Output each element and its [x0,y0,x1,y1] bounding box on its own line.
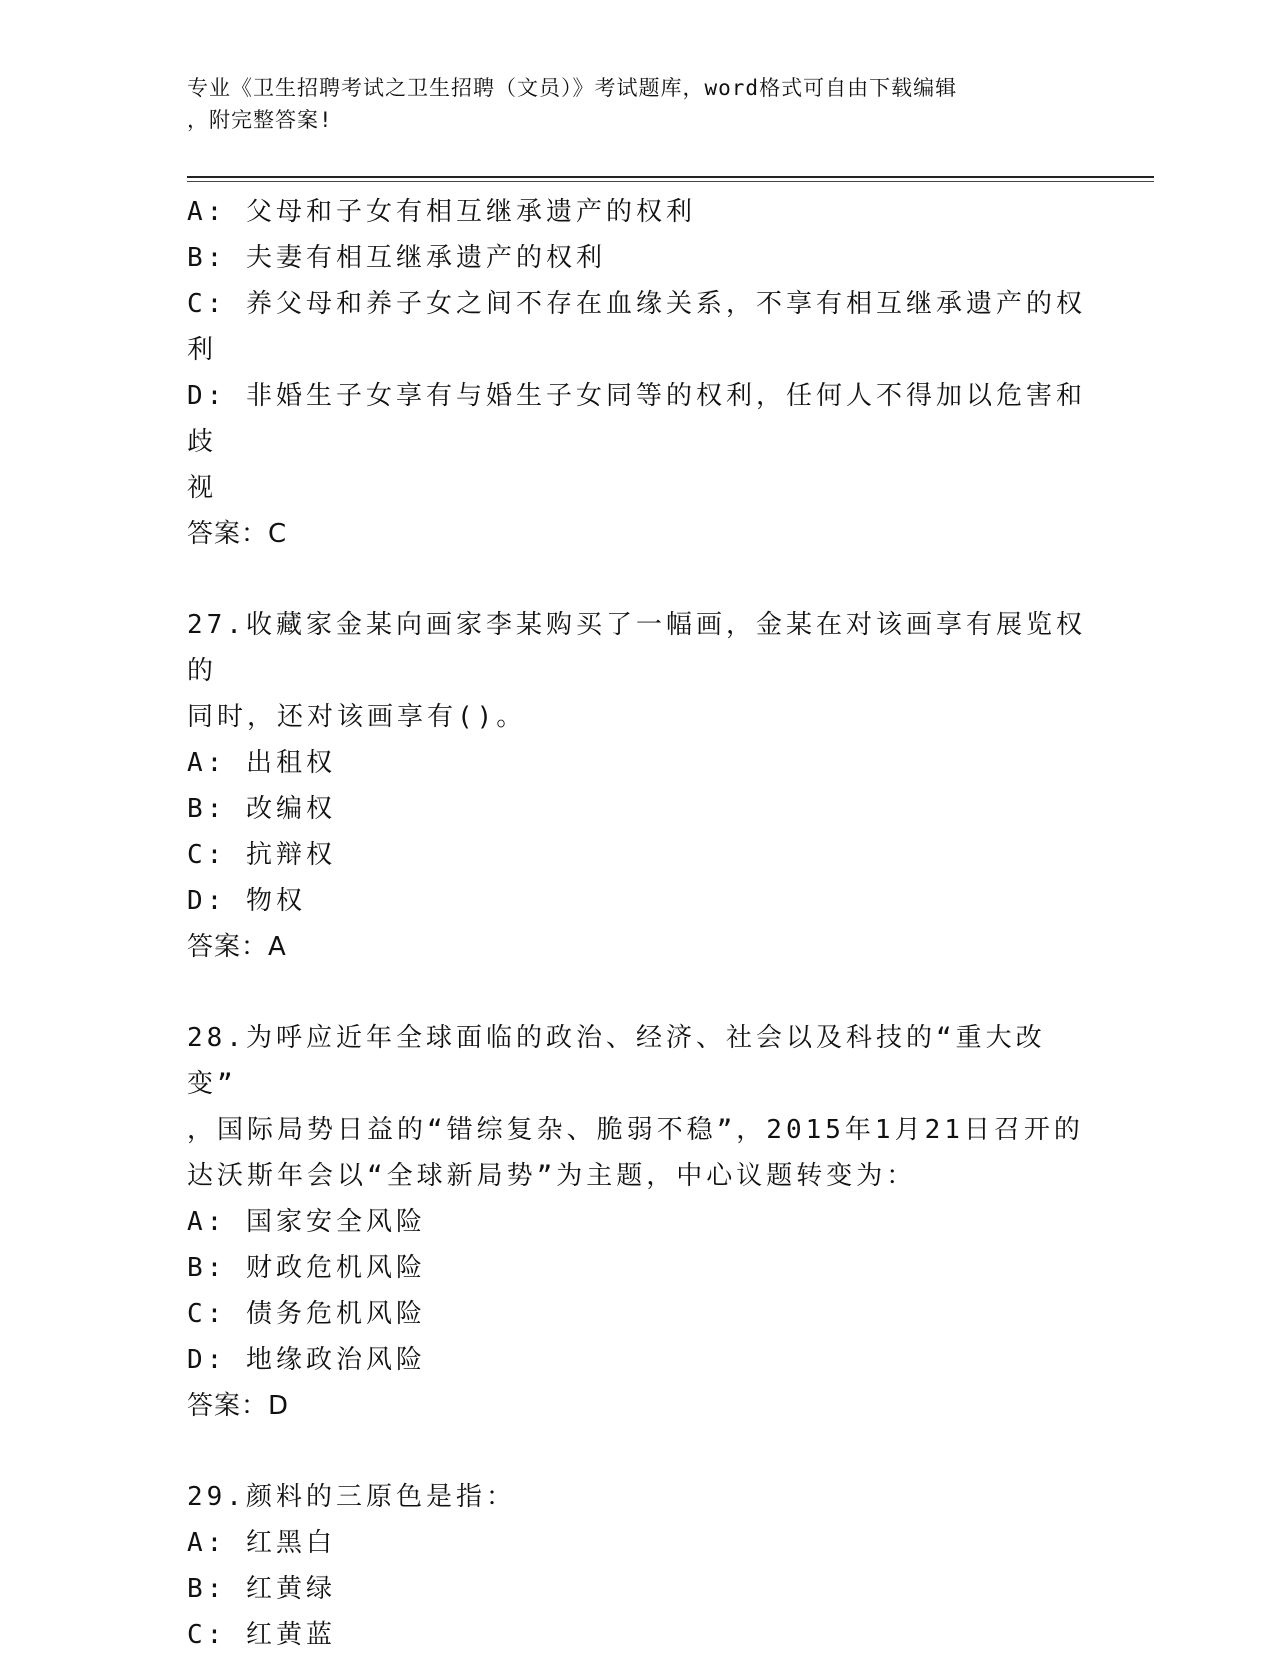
question-stem-continued: 达沃斯年会以“全球新局势”为主题，中心议题转变为： [187,1161,917,1191]
option-b: B: 改编权 [187,794,336,824]
question-stem-continued: 同时，还对该画享有()。 [187,702,527,732]
option-a: A: 国家安全风险 [187,1207,426,1237]
option-a: A: 父母和子女有相互继承遗产的权利 [187,197,696,227]
question-stem: 27.收藏家金某向画家李某购买了一幅画，金某在对该画享有展览权的 [187,610,1086,686]
question-28 [187,1015,1087,1429]
document-header [187,72,1087,136]
option-d: D: 非婚生子女享有与婚生子女同等的权利，任何人不得加以危害和歧 [187,381,1086,457]
option-d-continued: 视 [187,473,218,503]
option-d: D: 地缘政治风险 [187,1345,426,1375]
header-divider-thin [187,181,1154,182]
option-b: B: 夫妻有相互继承遗产的权利 [187,243,606,273]
header-title-line-1: 专业《卫生招聘考试之卫生招聘（文员）》考试题库，word格式可自由下载编辑 [187,76,958,100]
question-29 [187,1474,1087,1658]
option-b: B: 红黄绿 [187,1574,336,1604]
header-title-line-2: ，附完整答案! [187,108,333,132]
header-divider-thick [187,176,1154,178]
option-a: A: 出租权 [187,748,336,778]
question-27 [187,602,1087,970]
question-spacer [187,557,1087,602]
option-c: C: 抗辩权 [187,840,336,870]
option-c: C: 红黄蓝 [187,1620,336,1650]
option-c: C: 养父母和养子女之间不存在血缘关系，不享有相互继承遗产的权利 [187,289,1086,365]
option-b: B: 财政危机风险 [187,1253,426,1283]
option-c: C: 债务危机风险 [187,1299,426,1329]
question-spacer [187,1429,1087,1474]
question-spacer [187,970,1087,1015]
question-stem: 28.为呼应近年全球面临的政治、经济、社会以及科技的“重大改变” [187,1023,1046,1099]
question-stem-continued: ，国际局势日益的“错综复杂、脆弱不稳”，2015年1月21日召开的 [187,1115,1084,1145]
question-list [187,189,1087,1658]
option-a: A: 红黑白 [187,1528,336,1558]
option-d: D: 物权 [187,886,306,916]
answer-line: 答案：A [187,932,287,962]
question-26 [187,189,1087,557]
answer-line: 答案：D [187,1391,290,1421]
answer-line: 答案：C [187,519,288,549]
question-stem: 29.颜料的三原色是指： [187,1482,516,1512]
